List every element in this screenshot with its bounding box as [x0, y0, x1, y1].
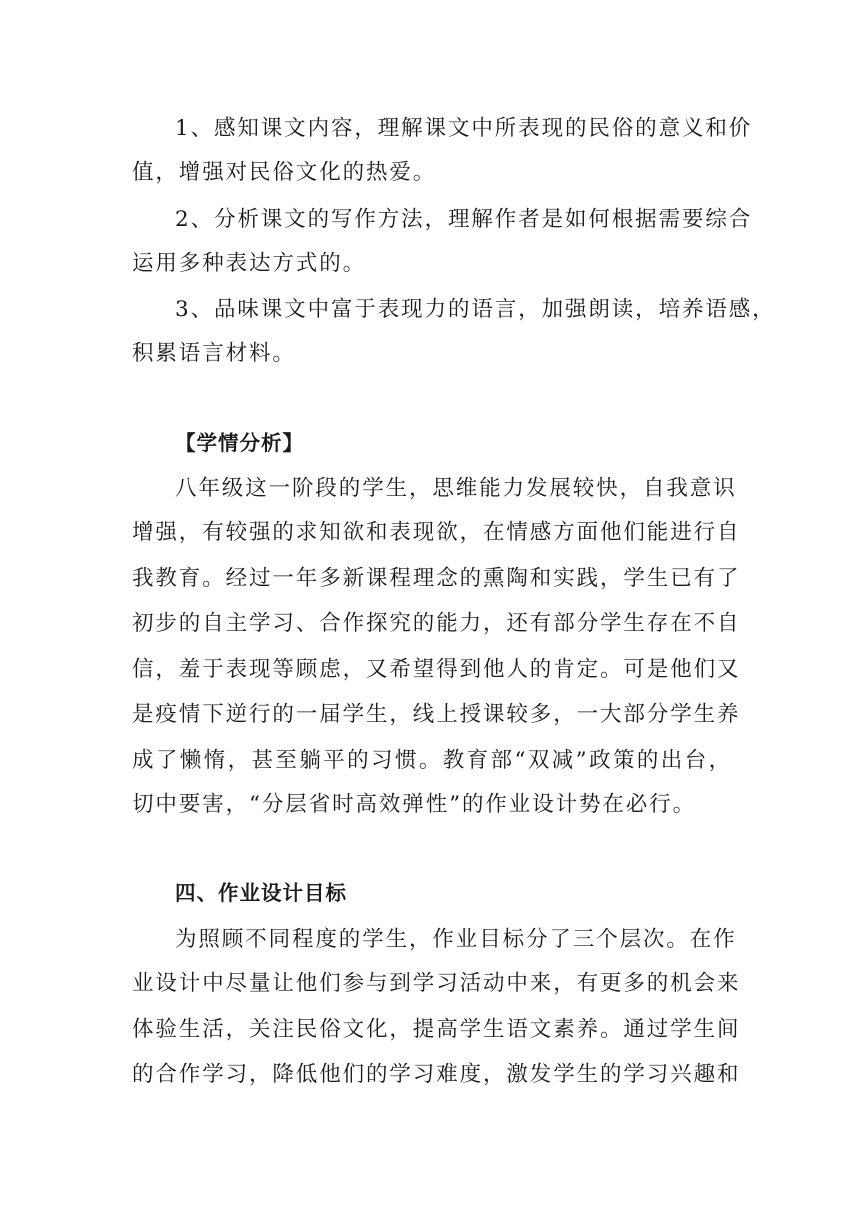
objective-1-line-1: 1、感知课文内容，理解课文中所表现的民俗的意义和价 — [175, 116, 753, 141]
design-goals-line: 的合作学习，降低他们的学习难度，激发学生的学习兴趣和 — [132, 1062, 741, 1087]
objective-3-line-1: 3、品味课文中富于表现力的语言，加强朗读，培养语感， — [175, 297, 776, 322]
objective-1-line-2: 值，增强对民俗文化的热爱。 — [132, 160, 437, 185]
student-analysis-line: 信，羞于表现等顾虑，又希望得到他人的肯定。可是他们又 — [132, 657, 741, 682]
objective-2-line-2: 运用多种表达方式的。 — [132, 251, 367, 276]
student-analysis-line: 成了懒惰，甚至躺平的习惯。教育部“双减”政策的出台， — [132, 748, 732, 773]
student-analysis-line: 八年级这一阶段的学生，思维能力发展较快，自我意识 — [175, 476, 737, 501]
design-goals-heading: 四、作业设计目标 — [175, 881, 347, 905]
design-goals-line: 业设计中尽量让他们参与到学习活动中来，有更多的机会来 — [132, 971, 741, 996]
objective-3-line-2: 积累语言材料。 — [132, 341, 296, 366]
objective-2-line-1: 2、分析课文的写作方法，理解作者是如何根据需要综合 — [175, 207, 753, 232]
design-goals-line: 体验生活，关注民俗文化，提高学生语文素养。通过学生间 — [132, 1017, 741, 1042]
student-analysis-line: 是疫情下逆行的一届学生，线上授课较多，一大部分学生养 — [132, 702, 741, 727]
student-analysis-heading: 【学情分析】 — [175, 431, 304, 455]
student-analysis-line: 切中要害，“分层省时高效弹性”的作业设计势在必行。 — [132, 792, 696, 817]
student-analysis-line: 我教育。经过一年多新课程理念的熏陶和实践，学生已有了 — [132, 566, 741, 591]
student-analysis-line: 初步的自主学习、合作探究的能力，还有部分学生存在不自 — [132, 611, 741, 636]
student-analysis-line: 增强，有较强的求知欲和表现欲，在情感方面他们能进行自 — [132, 520, 741, 545]
design-goals-line: 为照顾不同程度的学生，作业目标分了三个层次。在作 — [175, 927, 737, 952]
